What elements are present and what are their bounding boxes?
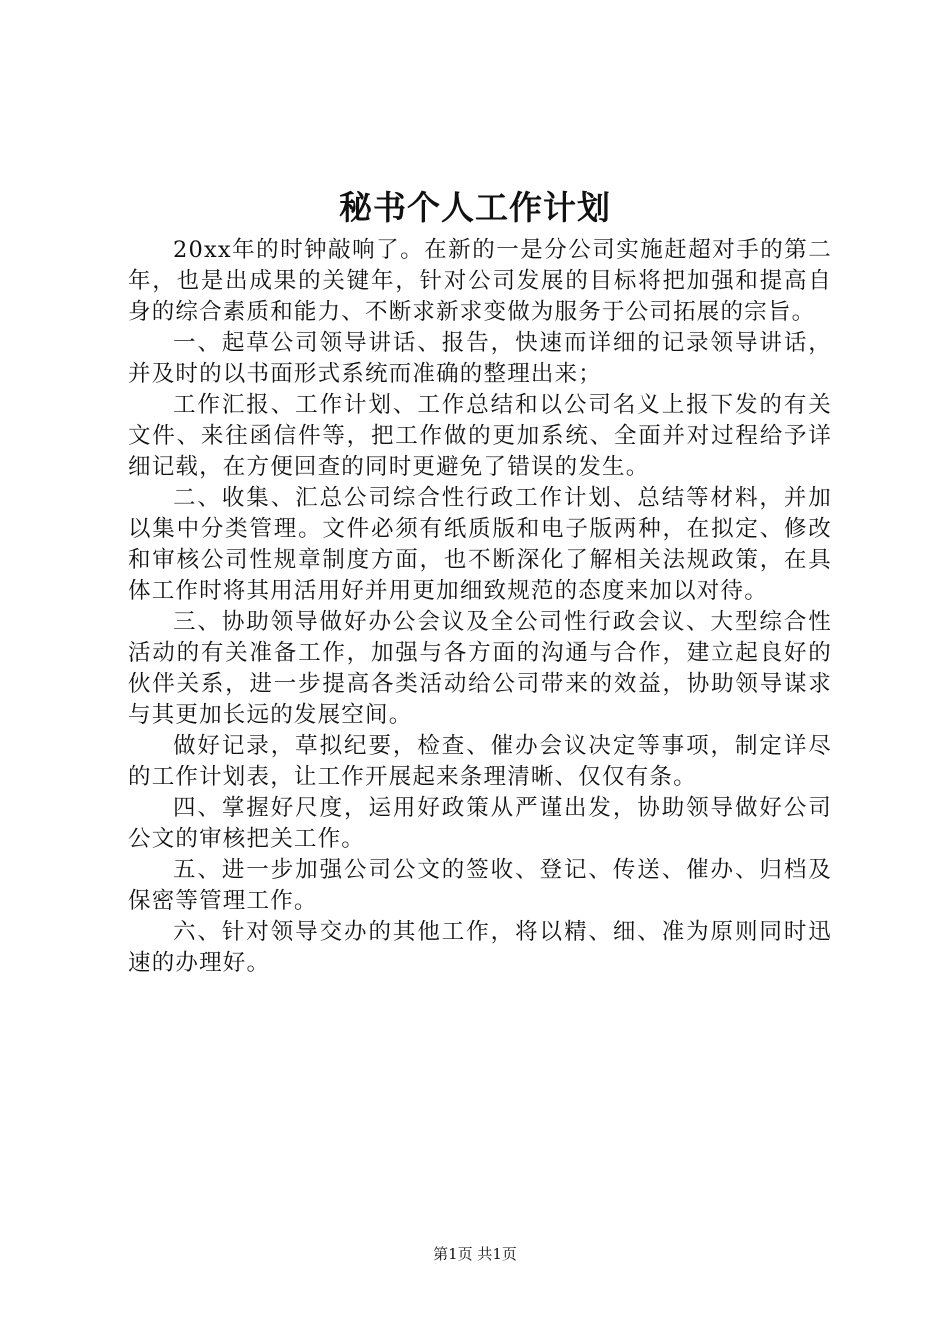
- paragraph-item-1: 一、起草公司领导讲话、报告，快速而详细的记录领导讲话，并及时的以书面形式系统而准确的整理出来；: [128, 330, 832, 387]
- paragraph-item-5: 五、进一步加强公司公文的签收、登记、传送、催办、归档及保密等管理工作。: [128, 857, 832, 914]
- paragraph-item-4: 四、掌握好尺度，运用好政策从严谨出发，协助领导做好公司公文的审核把关工作。: [128, 795, 832, 852]
- document-title: 秘书个人工作计划: [339, 188, 611, 227]
- paragraph-item-3: 三、协助领导做好办公会议及全公司性行政会议、大型综合性活动的有关准备工作，加强与各方面的沟通与合作，建立起良好的伙伴关系，进一步提高各类活动给公司带来的效益，协助领导谋求与其更加长远的发展空间。: [128, 609, 832, 728]
- page-number-footer: 第1页 共1页: [433, 1245, 517, 1263]
- paragraph-item-1-detail: 工作汇报、工作计划、工作总结和以公司名义上报下发的有关文件、来往函信件等，把工作做的更加系统、全面并对过程给予详细记载，在方便回查的同时更避免了错误的发生。: [128, 392, 832, 480]
- paragraph-item-6: 六、针对领导交办的其他工作，将以精、细、准为原则同时迅速的办理好。: [128, 919, 832, 976]
- document-body: [128, 235, 832, 979]
- paragraph-item-2: 二、收集、汇总公司综合性行政工作计划、总结等材料，并加以集中分类管理。文件必须有纸质版和电子版两种，在拟定、修改和审核公司性规章制度方面，也不断深化了解相关法规政策，在具体工作时将其用活用好并用更加细致规范的态度来加以对待。: [128, 485, 832, 604]
- paragraph-intro: 20xx年的时钟敲响了。在新的一是分公司实施赶超对手的第二年，也是出成果的关键年，针对公司发展的目标将把加强和提高自身的综合素质和能力、不断求新求变做为服务于公司拓展的宗旨。: [128, 237, 832, 325]
- paragraph-item-3-detail: 做好记录，草拟纪要，检查、催办会议决定等事项，制定详尽的工作计划表，让工作开展起来条理清晰、仅仅有条。: [128, 733, 832, 790]
